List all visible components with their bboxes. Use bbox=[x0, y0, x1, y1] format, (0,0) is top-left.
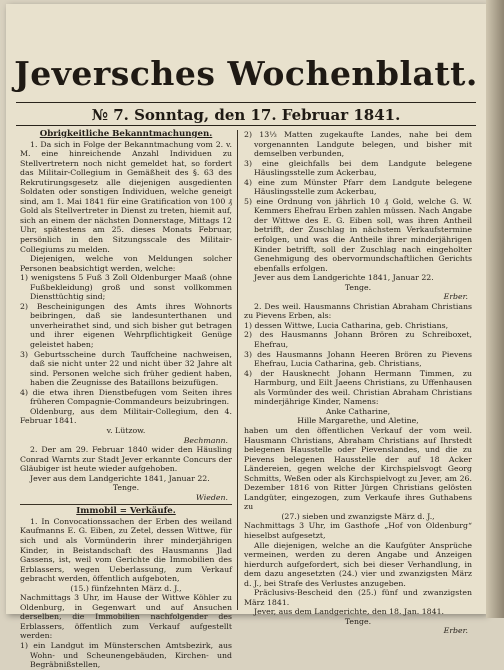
masthead-rule-top bbox=[16, 102, 476, 103]
notice-signature: Erber. bbox=[443, 626, 468, 636]
notice-list-item: 1) ein Landgut im Münsterschen Amtsbezirk, aus Wohn- und Scheunengebäuden, Kirchen- und Begräbnißstellen, bbox=[20, 640, 232, 670]
section-heading-sales: Immobil = Verkäufe. bbox=[76, 506, 176, 517]
newspaper-page bbox=[6, 4, 486, 670]
right-column bbox=[244, 130, 472, 636]
page-edge-shadow bbox=[486, 0, 504, 618]
notice-paragraph: Nachmittags 3 Uhr, im Gasthofe „Hof von Oldenburg“ hieselbst aufgesetzt, bbox=[244, 521, 472, 540]
notice-list-item: 1) dessen Wittwe, Lucia Catharina, geb. Christians, bbox=[244, 320, 449, 330]
notice-date-line: (15.) fünfzehnten März d. J., bbox=[70, 583, 182, 593]
notice-signature: Tenge. bbox=[112, 483, 140, 493]
notice-list-item: 5) eine Ordnung von jährlich 10 ₰ Gold, welche G. W. Kemmers Ehefrau Erben zahlen müssen. Nach Angabe der Wittwe des E. G. Eiben soll, was ihren Antheil betrifft, der Zuschlag in nächstem Verkaufstermine erfolgen, und was die Antheile ihrer minderjährigen Kinder betrifft, soll der Zuschlag nach eingeholter Genehmigung des obervormundschaftlichen Gerichts ebenfalls erfolgen. bbox=[244, 196, 472, 273]
notice-place-date: Oldenburg, aus dem Militair-Collegium, den 4. Februar 1841. bbox=[20, 406, 232, 426]
notice-date-line: (27.) sieben und zwanzigste März d. J., bbox=[281, 511, 435, 521]
notice-signature: Tenge. bbox=[344, 616, 372, 626]
notice-list-item: 4) der Hausknecht Johann Hermann Timmen, zu Harmburg, und Eilt Jaeens Christians, zu Uffenhausen als Vormünder des weil. Christian Abraham Christians minderjährige Kinder, Namens: bbox=[244, 368, 472, 407]
notice-paragraph: Alle diejenigen, welche an die Kaufgüter Ansprüche vermeinen, werden zu deren Angabe und Anzeigen hierdurch aufgefordert, sich bei dieser Verhandlung, in dem dazu angesetzten (24.) vier und zwanzigsten März d. J., bei Strafe des Verlustes anzugeben. bbox=[244, 540, 472, 588]
notice-paragraph: 2. Des weil. Hausmanns Christian Abraham Christians zu Pievens Erben, als: bbox=[244, 301, 472, 321]
notice-list-item: 3) Geburtsscheine durch Tauffcheine nachweisen, daß sie nicht unter 22 und nicht über 32 Jahre alt sind. Personen welche sich früher gedient haben, haben die Zeugnisse des Bataillons beizufügen. bbox=[20, 349, 232, 388]
notice-signature: Bechmann. bbox=[183, 435, 228, 445]
notice-place-date: Jever aus dem Landgerichte 1841, Januar 22. bbox=[30, 473, 210, 483]
issue-line: № 7. Sonntag, den 17. Februar 1841. bbox=[91, 106, 401, 124]
section-heading-official: Obrigkeitliche Bekanntmachungen. bbox=[39, 129, 213, 139]
notice-place-date: Jever aus dem Landgerichte 1841, Januar 22. bbox=[254, 273, 434, 283]
notice-paragraph: 2. Der am 29. Februar 1840 wider den Häusling Conrad Warnts zur Stadt Jever erkannte Concurs der Gläubiger ist heute wieder aufgehoben. bbox=[20, 445, 232, 474]
column-divider bbox=[237, 130, 238, 610]
notice-paragraph: Präclusivs-Bescheid den (25.) fünf und zwanzigsten März 1841. bbox=[244, 588, 472, 607]
notice-signature: v. Lützow. bbox=[106, 425, 146, 435]
notice-names: Anke Catharine, bbox=[325, 406, 391, 416]
notice-list-item: 2) Bescheinigungen des Amts ihres Wohnorts beibringen, daß sie landesunterthanen und unverheirathet sind, und sich bisher gut betragen und ihrer eigenen Wehrpflichtigkeit Genüge geleistet haben; bbox=[20, 301, 232, 350]
left-column bbox=[20, 130, 232, 670]
notice-list-item: 2) 13⅓ Matten zugekaufte Landes, nahe bei dem vorgenannten Landgute belegen, und bisher mit demselben verbunden, bbox=[244, 130, 472, 159]
notice-list-item: 2) des Hausmanns Johann Brören zu Schreiboxet, Ehefrau, bbox=[244, 330, 472, 350]
masthead-title: Jeversches Wochenblatt. bbox=[14, 54, 478, 93]
masthead-rule-bottom bbox=[16, 125, 476, 126]
notice-names: Hille Margarethe, und Aletine, bbox=[297, 416, 419, 426]
notice-list-item: 3) des Hausmanns Johann Heeren Brören zu Pievens Ehefrau, Lucia Catharina, geb. Christians, bbox=[244, 349, 472, 369]
notice-paragraph: 1. Da sich in Folge der Bekanntmachung vom 2. v. M. eine hinreichende Anzahl Individuen zu Stellvertretern noch nicht gemeldet hat, so fordert das Militair-Collegium in Gemäßheit des §. 63 des Rekrutirungsgesetz alle diejenigen ausgedienten Soldaten oder sonstigen Individuen, welche geneigt sind, am 1. Mai 1841 für eine Gratification von 100 ₰ Gold als Stellvertreter in Dienst zu treten, hiemit auf, sich an einem der nächsten Donnerstage, Mittags 12 Uhr, spätestens am 25. dieses Monats Februar, persönlich in den Sitzungsscale des Militair-Collegiums zu melden. bbox=[20, 139, 232, 254]
notice-signature: Tenge. bbox=[344, 282, 372, 292]
notice-paragraph: Diejenigen, welche von Meldungen solcher Personen beabsichtigt werden, welche: bbox=[20, 254, 232, 273]
notice-list-item: 4) die etwa ihren Dienstbefugen vom Seiten ihres früheren Compagnie-Commandeurs beizubringen. bbox=[20, 387, 232, 407]
notice-signature: Erber. bbox=[443, 292, 468, 302]
notice-list-item: 3) eine gleichfalls bei dem Landgute belegene Häuslingsstelle zum Ackerbau, bbox=[244, 158, 472, 178]
notice-place-date: Jever, aus dem Landgerichte, den 18. Jan. 1841. bbox=[254, 607, 445, 617]
notice-paragraph: haben um den öffentlichen Verkauf der vom weil. Hausmann Christians, Abraham Christians auf Ihrstedt belegenen Hausstelle oder Pievenslandes, und die zu Pievens belegenen Hausstelle der auf 18 Acker Ländereien, gegen welche der Kirchspielsvogt Georg Schmitts, Weßen oder als Kirchspielvogt zu Jever, am 26. Dezember 1816 von Ritter Jürgen Christians gelösten Landgüter, eingezogen, zum Verkaufe ihres Guthabens zu bbox=[244, 425, 472, 512]
notice-paragraph: Nachmittags 3 Uhr, im Hause der Wittwe Köhler zu Oldenburg, in Gegenwart und auf Ansuchen derselben, die Immobilien nachfolgender des Erblassers, öffentlich zum Verkauf aufgestellt werden: bbox=[20, 593, 232, 641]
notice-list-item: 1) wenigstens 5 Fuß 3 Zoll Oldenburger Maaß (ohne Fußbekleidung) groß und sonst vollkommen Diensttüchtig sind; bbox=[20, 273, 232, 302]
notice-list-item: 4) eine zum Münster Pfarr dem Landgute belegene Häuslingsstelle zum Ackerbau, bbox=[244, 177, 472, 197]
notice-signature: Wieden. bbox=[195, 492, 228, 502]
notice-paragraph: 1. In Convocationssachen der Erben des weiland Kaufmanns E. G. Eiben, zu Zetel, dessen Wittwe, für sich und als Vormünderin ihrer minderjährigen Kinder, in Beistandschaft des Hausmanns Jlad Gassens, ist, weil vom Gerichte die Immobilien des Erblassers, wegen Ueberlassung, zum Verkauf gebracht werden, öffentlich aufgeboten, bbox=[20, 516, 232, 584]
